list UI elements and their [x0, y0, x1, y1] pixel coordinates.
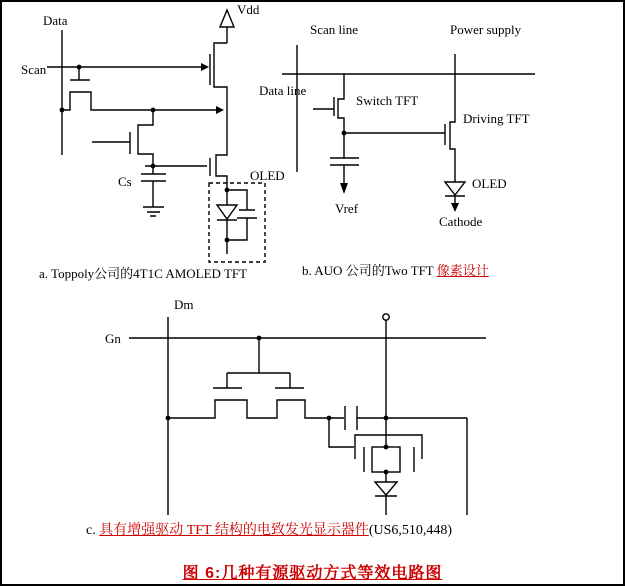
junction-dot	[327, 416, 332, 421]
junction-dot	[225, 188, 230, 193]
label-cathode: Cathode	[439, 214, 483, 229]
caption-b-black: b. AUO 公司的Two TFT	[302, 263, 437, 278]
junction-dot	[384, 470, 389, 475]
caption-c-suffix: (US6,510,448)	[368, 523, 453, 538]
junction-dot	[225, 238, 230, 243]
a-t1-channel-node-line	[62, 92, 216, 110]
c-cap-plates	[345, 406, 357, 430]
c-gate-feed	[329, 418, 354, 447]
c-dual-channel	[168, 400, 344, 418]
label-scan: Scan	[21, 62, 47, 77]
junction-dot	[151, 108, 156, 113]
label-data: Data	[43, 13, 68, 28]
label-power-supply: Power supply	[450, 22, 522, 37]
a-node-arrowhead-icon	[216, 106, 224, 114]
label-driving-tft: Driving TFT	[463, 111, 530, 126]
c-dual-gate-structure	[213, 338, 304, 388]
junction-dot	[151, 164, 156, 169]
a-oled-diode-icon	[217, 205, 237, 219]
a-cs-capacitor-ground	[141, 166, 166, 216]
a-t2-channel	[138, 110, 153, 166]
caption-c-red: 具有增强驱动 TFT 结构的电致发光显示器件	[99, 523, 369, 538]
caption-b	[302, 264, 489, 279]
label-gn: Gn	[105, 331, 121, 346]
panel-a-circuit	[47, 27, 265, 262]
c-diode-icon	[375, 482, 397, 495]
cathode-arrow-icon	[451, 203, 459, 212]
label-vref: Vref	[335, 201, 359, 216]
junction-dot	[77, 65, 82, 70]
b-power-driving-chain	[450, 54, 455, 182]
junction-dot	[342, 131, 347, 136]
panel-b-dots-arrows	[340, 131, 459, 212]
junction-dot	[257, 336, 262, 341]
circuit-diagram	[2, 2, 625, 586]
panel-a-dots-arrows	[60, 63, 230, 242]
c-terminal-circle-icon	[383, 314, 389, 320]
a-t2-gate	[92, 132, 130, 154]
b-switch-gate	[313, 97, 334, 116]
junction-dot	[60, 108, 65, 113]
label-data-line: Data line	[259, 83, 307, 98]
label-switch-tft: Switch TFT	[356, 93, 419, 108]
caption-a: a. Toppoly公司的4T1C AMOLED TFT	[39, 266, 248, 281]
vref-arrow-icon	[340, 183, 348, 194]
c-output-tft-box	[372, 447, 400, 472]
label-oled-b: OLED	[472, 176, 507, 191]
b-switch-chain	[338, 74, 344, 158]
label-scan-line: Scan line	[310, 22, 359, 37]
label-oled-a: OLED	[250, 168, 285, 183]
c-output-tft-gates	[355, 435, 422, 472]
vdd-triangle-icon	[220, 10, 234, 27]
caption-c-prefix: c.	[86, 523, 100, 538]
caption-c	[86, 523, 452, 539]
b-storage-cap	[330, 158, 359, 183]
b-diode-bar	[445, 196, 465, 203]
a-oled-dashed-box	[209, 183, 265, 262]
panel-c-circuit	[129, 314, 486, 515]
label-cs: Cs	[118, 174, 132, 189]
junction-dot	[166, 416, 171, 421]
panel-c-symbols	[375, 482, 397, 495]
caption-b-red: 像素设计	[436, 263, 489, 278]
figure-title: 图 6:几种有源驱动方式等效电路图	[182, 565, 443, 582]
junction-dot	[384, 416, 389, 421]
c-right-branch	[357, 418, 467, 515]
panel-b-symbols	[445, 182, 465, 195]
b-oled-diode-icon	[445, 182, 465, 195]
label-vdd: Vdd	[237, 2, 260, 17]
label-dm: Dm	[174, 297, 194, 312]
a-oled-internals	[217, 190, 257, 254]
junction-dot	[384, 445, 389, 450]
a-scan-arrowhead-icon	[201, 63, 209, 71]
figure-title-row	[2, 560, 623, 583]
